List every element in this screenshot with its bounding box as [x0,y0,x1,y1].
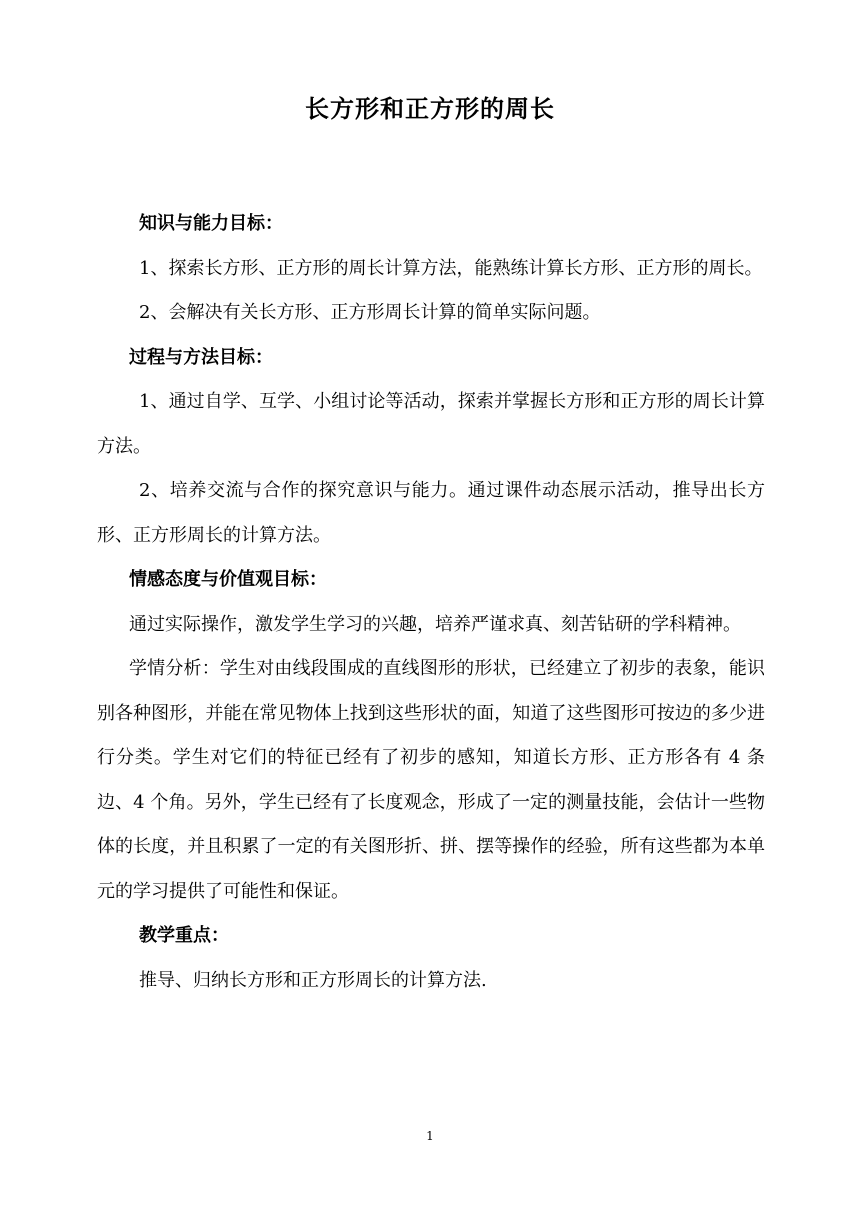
knowledge-goal-item-1: 1、探索长方形、正方形的周长计算方法，能熟练计算长方形、正方形的周长。 [139,257,763,279]
document-title: 长方形和正方形的周长 [305,94,555,123]
process-goal-heading: 过程与方法目标： [129,346,273,368]
process-goal-item-1: 1、通过自学、互学、小组讨论等活动，探索并掌握长方形和正方形的周长计算方法。 [97,391,765,457]
knowledge-goal-item-2: 2、会解决有关长方形、正方形周长计算的简单实际问题。 [139,302,601,323]
knowledge-goal-heading: 知识与能力目标： [139,213,283,234]
learning-analysis-text: 学情分析：学生对由线段围成的直线图形的形状，已经建立了初步的表象，能识别各种图形，并能在常见物体上找到这些形状的面，知道了这些图形可按边的多少进行分类。学生对它们的特征已经有了初步的感知，知道长方形、正方形各有 4 条边、4 个角。另外，学生已经有了长度观念，形成了一定的测量技能，会估计一些物体的长度，并且积累了一定的有关图形折、拼、摆等操作的经验，所有这些都为本单元的学习提供了可能性和保证。 [97,658,765,902]
document-body [97,202,765,1003]
process-goal-item-2: 2、培养交流与合作的探究意识与能力。通过课件动态展示活动，推导出长方形、正方形周长的计算方法。 [97,480,765,546]
emotion-goal-text: 通过实际操作，激发学生学习的兴趣，培养严谨求真、刻苦钻研的学科精神。 [129,613,741,635]
emotion-goal-heading: 情感态度与价值观目标： [129,569,327,590]
teaching-focus-text: 推导、归纳长方形和正方形周长的计算方法. [139,969,487,991]
page-number: 1 [426,1129,434,1143]
teaching-focus-heading: 教学重点： [139,925,229,946]
